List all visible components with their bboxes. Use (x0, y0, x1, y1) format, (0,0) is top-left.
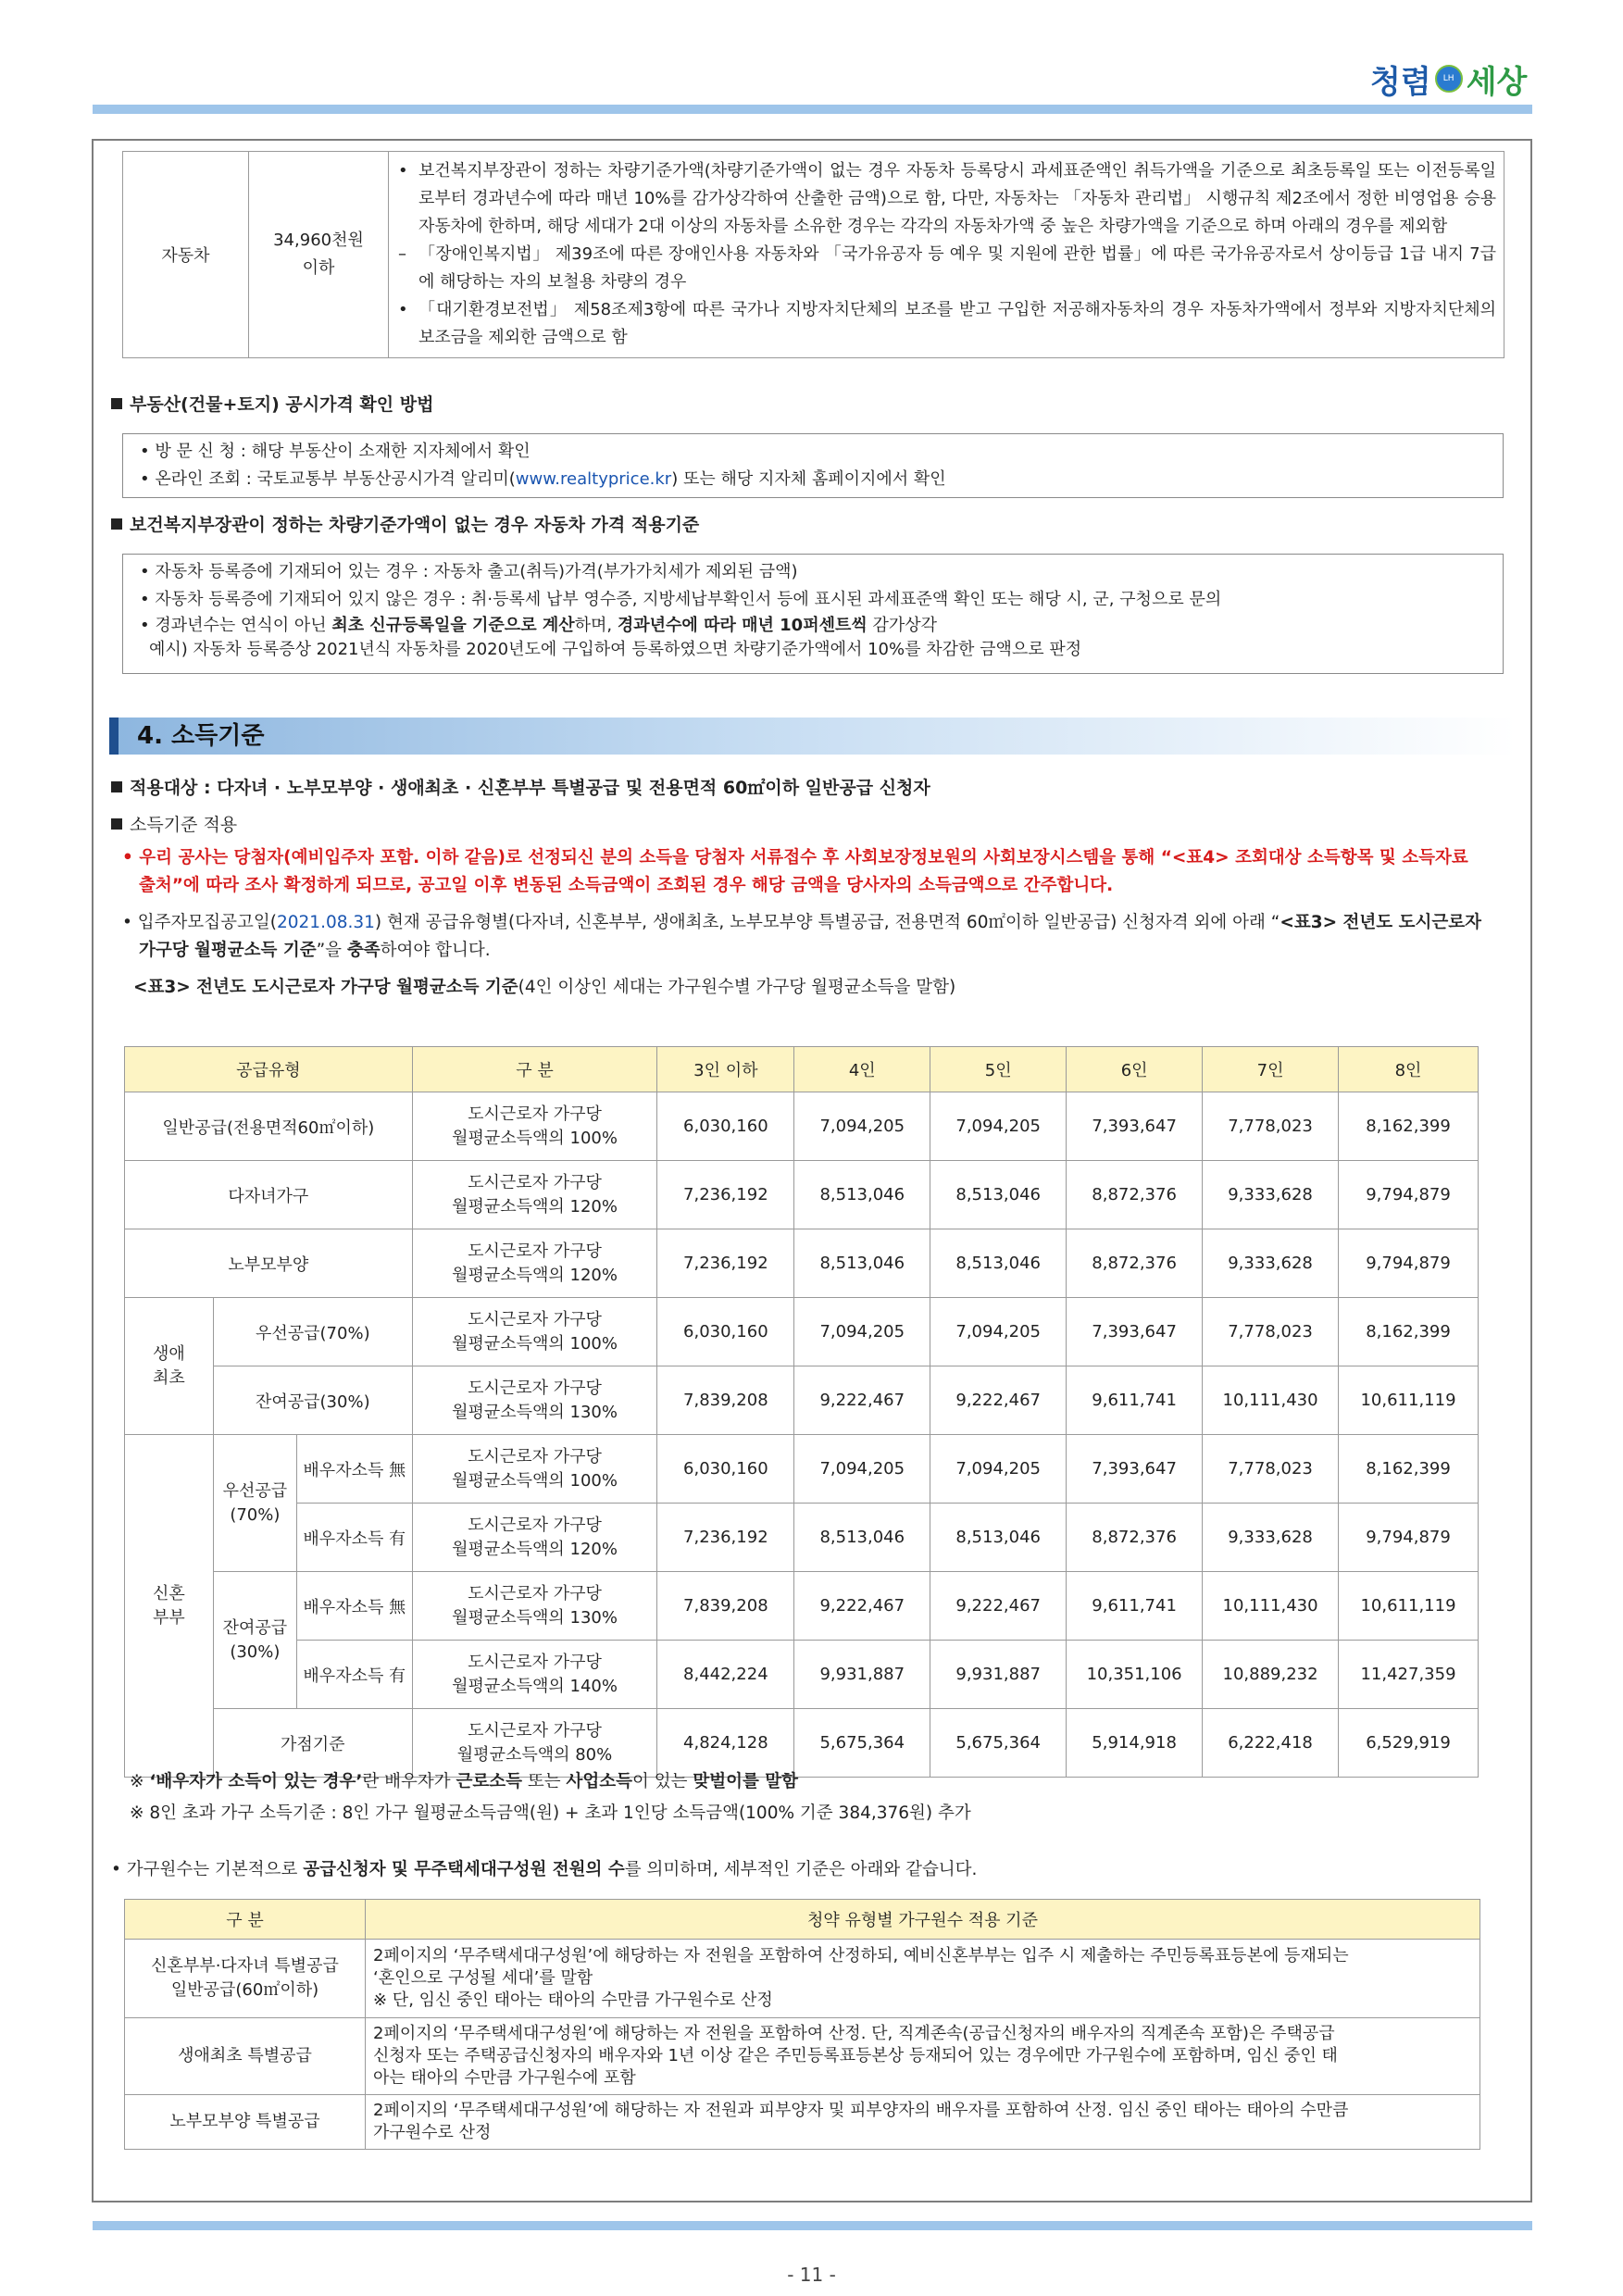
cell-value: 7,236,192 (657, 1504, 794, 1572)
cell-value: 8,513,046 (930, 1161, 1067, 1229)
household-table (124, 1899, 1480, 2150)
red-notice-line-1: • 우리 공사는 당첨자(예비입주자 포함. 이하 같음)로 선정되신 분의 소득을 당첨자 서류접수 후 사회보장정보원의 사회보장시스템을 통해 “<표4> 조회대상 소득항목 및 소득자료 (122, 848, 1468, 867)
cell-value: 7,839,208 (657, 1366, 794, 1435)
desc-line: 월평균소득액의 100% (452, 1333, 618, 1354)
household-intro (111, 1856, 977, 1880)
car-amount-line1: 34,960천원 (273, 231, 364, 250)
cell-value: 9,222,467 (930, 1366, 1067, 1435)
group-line: 잔여공급 (222, 1617, 288, 1638)
income-table (124, 1046, 1479, 1778)
car-label: 자동차 (123, 152, 249, 358)
table-row (125, 1435, 1479, 1504)
group-line: (70%) (230, 1504, 281, 1525)
notice-text: 하여야 합니다. (380, 941, 491, 960)
section-accent-bar (109, 718, 119, 755)
globe-icon: LH (1435, 65, 1463, 93)
cell-value: 10,111,430 (1203, 1366, 1339, 1435)
table-row (125, 1229, 1479, 1298)
col-header: 공급유형 (125, 1047, 413, 1092)
row-label: 잔여공급(30%) (213, 1366, 412, 1435)
cell-value: 10,611,119 (1339, 1572, 1479, 1641)
note-text: ※ (130, 1772, 150, 1791)
dash-marker: – (398, 244, 406, 264)
realestate-line: • 방 문 신 청 : 해당 부동산이 소재한 지자체에서 확인 (140, 442, 531, 461)
row-label: 배우자소득 有 (296, 1504, 412, 1572)
cell-value: 8,872,376 (1067, 1504, 1203, 1572)
cell-value: 5,914,918 (1067, 1709, 1203, 1778)
col-header: 7인 (1203, 1047, 1339, 1092)
cell-value: 7,839,208 (657, 1572, 794, 1641)
table-row (125, 1572, 1479, 1641)
notice-bold: <표3> 전년도 도시근로자 (1280, 913, 1481, 932)
cell-value: 9,222,467 (794, 1572, 930, 1641)
row-label: 배우자소득 無 (296, 1435, 412, 1504)
cell-value: 6,030,160 (657, 1092, 794, 1161)
table-row (125, 1641, 1479, 1709)
table-row (125, 1092, 1479, 1161)
apply-text: 소득기준 적용 (130, 815, 238, 835)
cell-value: 10,611,119 (1339, 1366, 1479, 1435)
cell-value: 6,529,919 (1339, 1709, 1479, 1778)
vp-bold: 최초 신규등록일을 기준으로 계산 (331, 616, 575, 635)
content-line: 신청자 또는 주택공급신청자의 배우자와 1년 이상 같은 주민등록표등본상 등재되어 있는 경우에만 가구원수에 포함하며, 임신 중인 태 (373, 2046, 1338, 2065)
desc-line: 월평균소득액의 120% (452, 1539, 618, 1559)
vehicle-price-heading-text: 보건복지부장관이 정하는 차량기준가액이 없는 경우 자동차 가격 적용기준 (130, 515, 700, 535)
group-line: 신혼 (153, 1583, 185, 1603)
cell-value: 8,513,046 (794, 1504, 930, 1572)
car-item-text: 보건복지부장관이 정하는 차량기준가액(차량기준가액이 없는 경우 자동차 등록당시 과세표준액인 취득가액을 기준으로 최초등록일 또는 이전등록일로부터 경과년수에 따라 매년 10%를 감가상각하여 산출한 금액)으로 함, 다만, 자동차는 「자동차 관리법」 시행규칙 제2조에서 정한 비영업용 승용자동차에 한하며, 해당 세대가 2대 이상의 자동차를 소유한 경우는 각각의 자동차가액 중 높은 차량가액을 기준으로 하며 아래의 경우를 제외함 (418, 161, 1496, 236)
cell-value: 8,162,399 (1339, 1435, 1479, 1504)
desc-line: 도시근로자 가구당 (468, 1583, 602, 1603)
subgroup-priority (213, 1435, 296, 1572)
vp-text: 하며, (574, 616, 618, 635)
cell-value: 7,094,205 (794, 1435, 930, 1504)
row-desc (412, 1504, 657, 1572)
cell-value: 7,778,023 (1203, 1435, 1339, 1504)
table-row (125, 2095, 1480, 2150)
desc-line: 월평균소득액의 120% (452, 1196, 618, 1217)
desc-line: 도시근로자 가구당 (468, 1309, 602, 1329)
table3-caption (133, 974, 955, 998)
note-text: 또는 (521, 1772, 567, 1791)
top-divider (93, 105, 1532, 114)
cell-value: 8,162,399 (1339, 1298, 1479, 1366)
notice-line-2 (139, 937, 491, 961)
col-header: 8인 (1339, 1047, 1479, 1092)
row-desc (412, 1229, 657, 1298)
cell-value: 8,442,224 (657, 1641, 794, 1709)
note-bold: 맞벌이를 말함 (693, 1772, 799, 1791)
realestate-line-text: ) 또는 해당 지자체 홈페이지에서 확인 (671, 469, 946, 489)
content-line: 2페이지의 ‘무주택세대구성원’에 해당하는 자 전원을 포함하여 산정. 단, 직계존속(공급신청자의 배우자의 직계존속 포함)은 주택공급 (373, 2024, 1335, 2043)
notice-line-1 (122, 909, 1481, 933)
section-4-title: 4. 소득기준 (137, 722, 265, 750)
note-text: 를 의미하며, 세부적인 기준은 아래와 같습니다. (624, 1860, 978, 1879)
col-header: 3인 이하 (657, 1047, 794, 1092)
household-header-row (125, 1900, 1480, 1940)
apply-line (111, 811, 237, 836)
vehicle-price-line (140, 614, 1493, 638)
note-1 (130, 1768, 798, 1792)
section-4-header (109, 718, 1517, 755)
car-item (398, 296, 1496, 352)
cell-value: 8,872,376 (1067, 1161, 1203, 1229)
car-criteria-table (122, 151, 1504, 358)
table-row (125, 1161, 1479, 1229)
cell-value: 7,094,205 (930, 1435, 1067, 1504)
cell-value: 7,094,205 (930, 1092, 1067, 1161)
cell-value: 7,393,647 (1067, 1298, 1203, 1366)
realestate-heading (111, 391, 433, 416)
table-row (125, 1709, 1479, 1778)
desc-line: 도시근로자 가구당 (468, 1446, 602, 1466)
realestate-heading-text: 부동산(건물+토지) 공시가격 확인 방법 (130, 394, 434, 415)
col-header: 4인 (794, 1047, 930, 1092)
logo-text-1: 청렴 (1370, 63, 1431, 101)
income-header-row (125, 1047, 1479, 1092)
content-line: 가구원수로 산정 (373, 2123, 492, 2142)
cell-value: 11,427,359 (1339, 1641, 1479, 1709)
row-desc (412, 1641, 657, 1709)
row-content (366, 1940, 1480, 2018)
red-notice-line-2: 출처”에 따라 조사 확정하게 되므로, 공고일 이후 변동된 소득금액이 조회된 경우 해당 금액을 당사자의 소득금액으로 간주합니다. (139, 876, 1114, 895)
brand-logo (1370, 56, 1528, 102)
table-row (125, 2018, 1480, 2095)
desc-line: 월평균소득액의 80% (456, 1744, 613, 1765)
label-line: 일반공급(60㎡이하) (170, 1980, 319, 2000)
table-row (125, 1940, 1480, 2018)
cell-value: 5,675,364 (930, 1709, 1067, 1778)
row-desc (412, 1435, 657, 1504)
cell-value: 5,675,364 (794, 1709, 930, 1778)
group-line: 최초 (153, 1367, 185, 1388)
row-label: 배우자소득 無 (296, 1572, 412, 1641)
cell-value: 9,931,887 (794, 1641, 930, 1709)
note-bold: 사업소득 (566, 1772, 632, 1791)
vp-bold: 경과년수에 따라 매년 10퍼센트씩 (617, 616, 868, 635)
row-label: 우선공급(70%) (213, 1298, 412, 1366)
content-line: 아는 태아의 수만큼 가구원수에 포함 (373, 2068, 636, 2088)
cell-value: 10,351,106 (1067, 1641, 1203, 1709)
vehicle-price-line: • 자동차 등록증에 기재되어 있는 경우 : 자동차 출고(취득)가격(부가가치세가 제외된 금액) (140, 562, 798, 581)
car-item (398, 241, 1496, 296)
square-bullet-icon (111, 518, 122, 530)
desc-line: 도시근로자 가구당 (468, 1104, 602, 1124)
square-bullet-icon (111, 818, 122, 830)
realtyprice-link[interactable]: www.realtyprice.kr (515, 469, 672, 489)
content-line: ※ 단, 임신 중인 태아는 태아의 수만큼 가구원수로 산정 (373, 1990, 773, 2010)
cell-value: 7,393,647 (1067, 1092, 1203, 1161)
desc-line: 월평균소득액의 140% (452, 1676, 618, 1696)
bottom-divider (93, 2221, 1532, 2230)
row-label: 노부모부양 특별공급 (125, 2095, 366, 2150)
cell-value: 7,778,023 (1203, 1298, 1339, 1366)
group-newlywed (125, 1435, 214, 1778)
notice-text: • 입주자모집공고일( (122, 913, 277, 932)
group-line: 우선공급 (222, 1480, 288, 1501)
realestate-box (122, 433, 1504, 498)
cell-value: 9,794,879 (1339, 1504, 1479, 1572)
row-desc (412, 1366, 657, 1435)
vehicle-price-example: 예시) 자동차 등록증상 2021년식 자동차를 2020년도에 구입하여 등록하였으면 차량기준가액에서 10%를 차감한 금액으로 판정 (149, 640, 1082, 659)
car-amount-line2: 이하 (302, 258, 335, 278)
bullet-marker: • (398, 300, 408, 319)
cell-value: 7,236,192 (657, 1229, 794, 1298)
col-header: 청약 유형별 가구원수 적용 기준 (366, 1900, 1480, 1940)
note-bold: 공급신청자 및 무주택세대구성원 전원의 수 (303, 1860, 625, 1879)
row-label: 노부모부양 (125, 1229, 413, 1298)
note-bold: ‘배우자가 소득이 있는 경우’ (149, 1772, 363, 1791)
logo-text-2: 세상 (1466, 63, 1528, 101)
caption-text: (4인 이상인 세대는 가구원수별 가구당 월평균소득을 말함) (518, 978, 956, 997)
content-line: ‘혼인으로 구성될 세대’를 말함 (373, 1968, 593, 1988)
cell-value: 8,162,399 (1339, 1092, 1479, 1161)
group-line: 생애 (153, 1343, 185, 1364)
vehicle-price-line: • 자동차 등록증에 기재되어 있지 않은 경우 : 취·등록세 납부 영수증, 지방세납부확인서 등에 표시된 과세표준액 확인 또는 해당 시, 군, 구청으로 문의 (140, 590, 1222, 609)
cell-value: 9,931,887 (930, 1641, 1067, 1709)
notice-text: ) 현재 공급유형별(다자녀, 신혼부부, 생애최초, 노부모부양 특별공급, 전용면적 60㎡이하 일반공급) 신청자격 외에 아래 “ (374, 913, 1280, 932)
cell-value: 6,222,418 (1203, 1709, 1339, 1778)
table-row (125, 1366, 1479, 1435)
car-item (398, 157, 1496, 241)
note-text: 이 있는 (631, 1772, 693, 1791)
cell-value: 9,222,467 (794, 1366, 930, 1435)
car-item-text: 「대기환경보전법」 제58조제3항에 따른 국가나 지방자치단체의 보조를 받고 구입한 저공해자동차의 경우 자동차가액에서 정부와 지방자치단체의 보조금을 제외한 금액으로 함 (418, 300, 1496, 347)
page-number: - 11 - (787, 2264, 836, 2286)
desc-line: 도시근로자 가구당 (468, 1515, 602, 1535)
col-header: 5인 (930, 1047, 1067, 1092)
col-header: 6인 (1067, 1047, 1203, 1092)
cell-value: 9,222,467 (930, 1572, 1067, 1641)
col-header: 구 분 (125, 1900, 366, 1940)
cell-value: 9,333,628 (1203, 1504, 1339, 1572)
table-row (125, 1504, 1479, 1572)
row-label: 일반공급(전용면적60㎡이하) (125, 1092, 413, 1161)
cell-value: 8,513,046 (930, 1229, 1067, 1298)
cell-value: 7,393,647 (1067, 1435, 1203, 1504)
vehicle-price-box (122, 554, 1504, 674)
cell-value: 4,824,128 (657, 1709, 794, 1778)
cell-value: 9,611,741 (1067, 1366, 1203, 1435)
cell-value: 10,889,232 (1203, 1641, 1339, 1709)
cell-value: 8,872,376 (1067, 1229, 1203, 1298)
cell-value: 9,794,879 (1339, 1161, 1479, 1229)
row-desc (412, 1709, 657, 1778)
square-bullet-icon (111, 781, 122, 792)
realestate-line-text: • 온라인 조회 : 국토교통부 부동산공시가격 알리미( (140, 469, 516, 489)
cell-value: 7,094,205 (930, 1298, 1067, 1366)
vp-text: • 경과년수는 연식이 아닌 (140, 616, 332, 635)
square-bullet-icon (111, 398, 122, 409)
row-desc (412, 1092, 657, 1161)
vp-text: 감가상각 (867, 616, 938, 635)
note-2: ※ 8인 초과 가구 소득기준 : 8인 가구 월평균소득금액(원) + 초과 1인당 소득금액(100% 기준 384,376원) 추가 (130, 1803, 971, 1823)
desc-line: 월평균소득액의 100% (452, 1470, 618, 1491)
row-desc (412, 1298, 657, 1366)
row-label (125, 1940, 366, 2018)
cell-value: 9,611,741 (1067, 1572, 1203, 1641)
realestate-line (140, 466, 1493, 493)
car-description (389, 152, 1504, 358)
target-line (111, 774, 930, 799)
cell-value: 8,513,046 (794, 1229, 930, 1298)
cell-value: 8,513,046 (930, 1504, 1067, 1572)
desc-line: 월평균소득액의 130% (452, 1607, 618, 1628)
bullet-marker: • (398, 161, 408, 181)
desc-line: 도시근로자 가구당 (468, 1720, 602, 1741)
cell-value: 7,094,205 (794, 1092, 930, 1161)
desc-line: 월평균소득액의 130% (452, 1402, 618, 1422)
desc-line: 도시근로자 가구당 (468, 1652, 602, 1672)
cell-value: 6,030,160 (657, 1435, 794, 1504)
row-label: 생애최초 특별공급 (125, 2018, 366, 2095)
notice-date: 2021.08.31 (276, 913, 375, 932)
content-line: 2페이지의 ‘무주택세대구성원’에 해당하는 자 전원과 피부양자 및 피부양자의 배우자를 포함하여 산정. 임신 중인 태아는 태아의 수만큼 (373, 2101, 1349, 2120)
desc-line: 도시근로자 가구당 (468, 1172, 602, 1192)
row-content (366, 2018, 1480, 2095)
cell-value: 7,778,023 (1203, 1092, 1339, 1161)
row-label: 가점기준 (213, 1709, 412, 1778)
note-text: 란 배우자가 (362, 1772, 456, 1791)
group-lifetime-first (125, 1298, 214, 1435)
cell-value: 7,236,192 (657, 1161, 794, 1229)
notice-text: ”을 (316, 941, 347, 960)
col-header: 구 분 (412, 1047, 657, 1092)
row-desc (412, 1161, 657, 1229)
vehicle-price-heading (111, 511, 699, 536)
note-text: • 가구원수는 기본적으로 (111, 1860, 304, 1879)
cell-value: 10,111,430 (1203, 1572, 1339, 1641)
row-label: 배우자소득 有 (296, 1641, 412, 1709)
cell-value: 8,513,046 (794, 1161, 930, 1229)
table-row (125, 1298, 1479, 1366)
subgroup-remaining (213, 1572, 296, 1709)
notice-bold: 충족 (346, 941, 381, 960)
group-line: (30%) (230, 1641, 281, 1662)
notice-bold: 가구당 월평균소득 기준 (139, 941, 317, 960)
label-line: 신혼부부·다자녀 특별공급 (151, 1956, 339, 1976)
cell-value: 7,094,205 (794, 1298, 930, 1366)
cell-value: 9,333,628 (1203, 1161, 1339, 1229)
target-text: 적용대상 : 다자녀 · 노부모부양 · 생애최초 · 신혼부부 특별공급 및 전용면적 60㎡이하 일반공급 신청자 (130, 778, 930, 798)
cell-value: 9,794,879 (1339, 1229, 1479, 1298)
desc-line: 월평균소득액의 100% (452, 1128, 618, 1148)
group-line: 부부 (153, 1607, 185, 1628)
row-content (366, 2095, 1480, 2150)
content-line: 2페이지의 ‘무주택세대구성원’에 해당하는 자 전원을 포함하여 산정하되, 예비신혼부부는 입주 시 제출하는 주민등록표등본에 등재되는 (373, 1946, 1349, 1965)
car-item-text: 「장애인복지법」 제39조에 따른 장애인사용 자동차와 「국가유공자 등 예우 및 지원에 관한 법률」에 따른 국가유공자로서 상이등급 1급 내지 7급에 해당하는 자의 보철용 차량의 경우 (418, 244, 1496, 292)
desc-line: 월평균소득액의 120% (452, 1265, 618, 1285)
row-desc (412, 1572, 657, 1641)
cell-value: 9,333,628 (1203, 1229, 1339, 1298)
caption-bold: <표3> 전년도 도시근로자 가구당 월평균소득 기준 (133, 978, 518, 997)
row-label: 다자녀가구 (125, 1161, 413, 1229)
desc-line: 도시근로자 가구당 (468, 1378, 602, 1398)
car-amount (249, 152, 389, 358)
note-bold: 근로소득 (456, 1772, 522, 1791)
desc-line: 도시근로자 가구당 (468, 1241, 602, 1261)
cell-value: 6,030,160 (657, 1298, 794, 1366)
